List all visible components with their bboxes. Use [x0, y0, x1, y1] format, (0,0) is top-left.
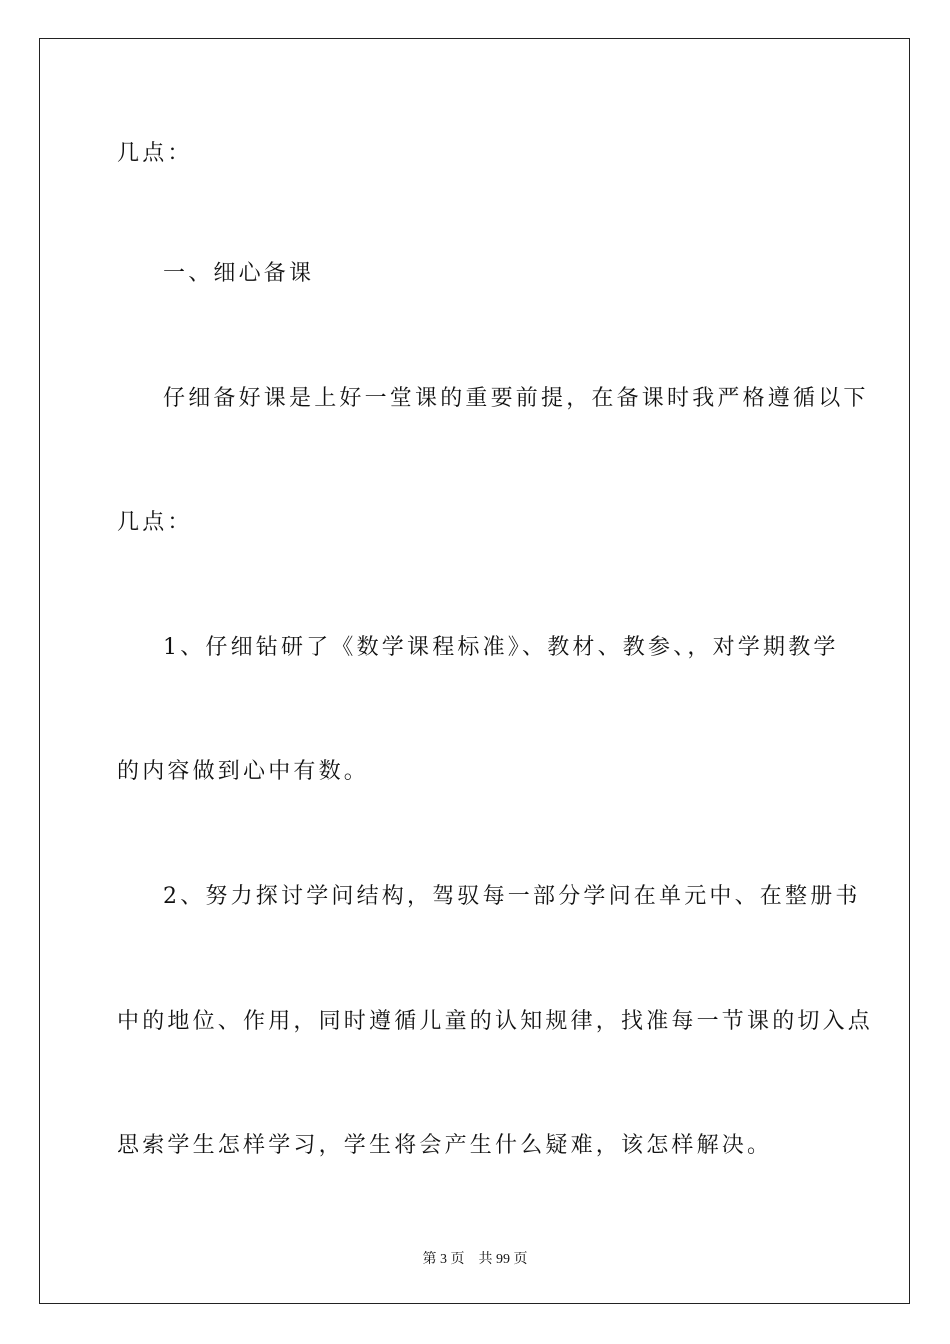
text-line-7: 2、努力探讨学问结构，驾驭每一部分学问在单元中、在整册书 [163, 884, 861, 909]
page-border [39, 38, 910, 1304]
text-line-5: 1、仔细钻研了《数学课程标准》、教材、教参、，对学期教学 [163, 635, 839, 660]
text-line-8: 中的地位、作用，同时遵循儿童的认知规律，找准每一节课的切入点 [117, 1009, 874, 1034]
text-line-6: 的内容做到心中有数。 [117, 759, 370, 784]
text-line-9: 思索学生怎样学习，学生将会产生什么疑难，该怎样解决。 [117, 1133, 773, 1158]
text-line-1: 几点： [117, 141, 193, 166]
section-heading: 一、细心备课 [163, 261, 315, 286]
text-line-3: 仔细备好课是上好一堂课的重要前提，在备课时我严格遵循以下 [163, 386, 869, 411]
page-footer: 第 3 页 共 99 页 [422, 1252, 528, 1267]
text-line-4: 几点： [117, 510, 193, 535]
